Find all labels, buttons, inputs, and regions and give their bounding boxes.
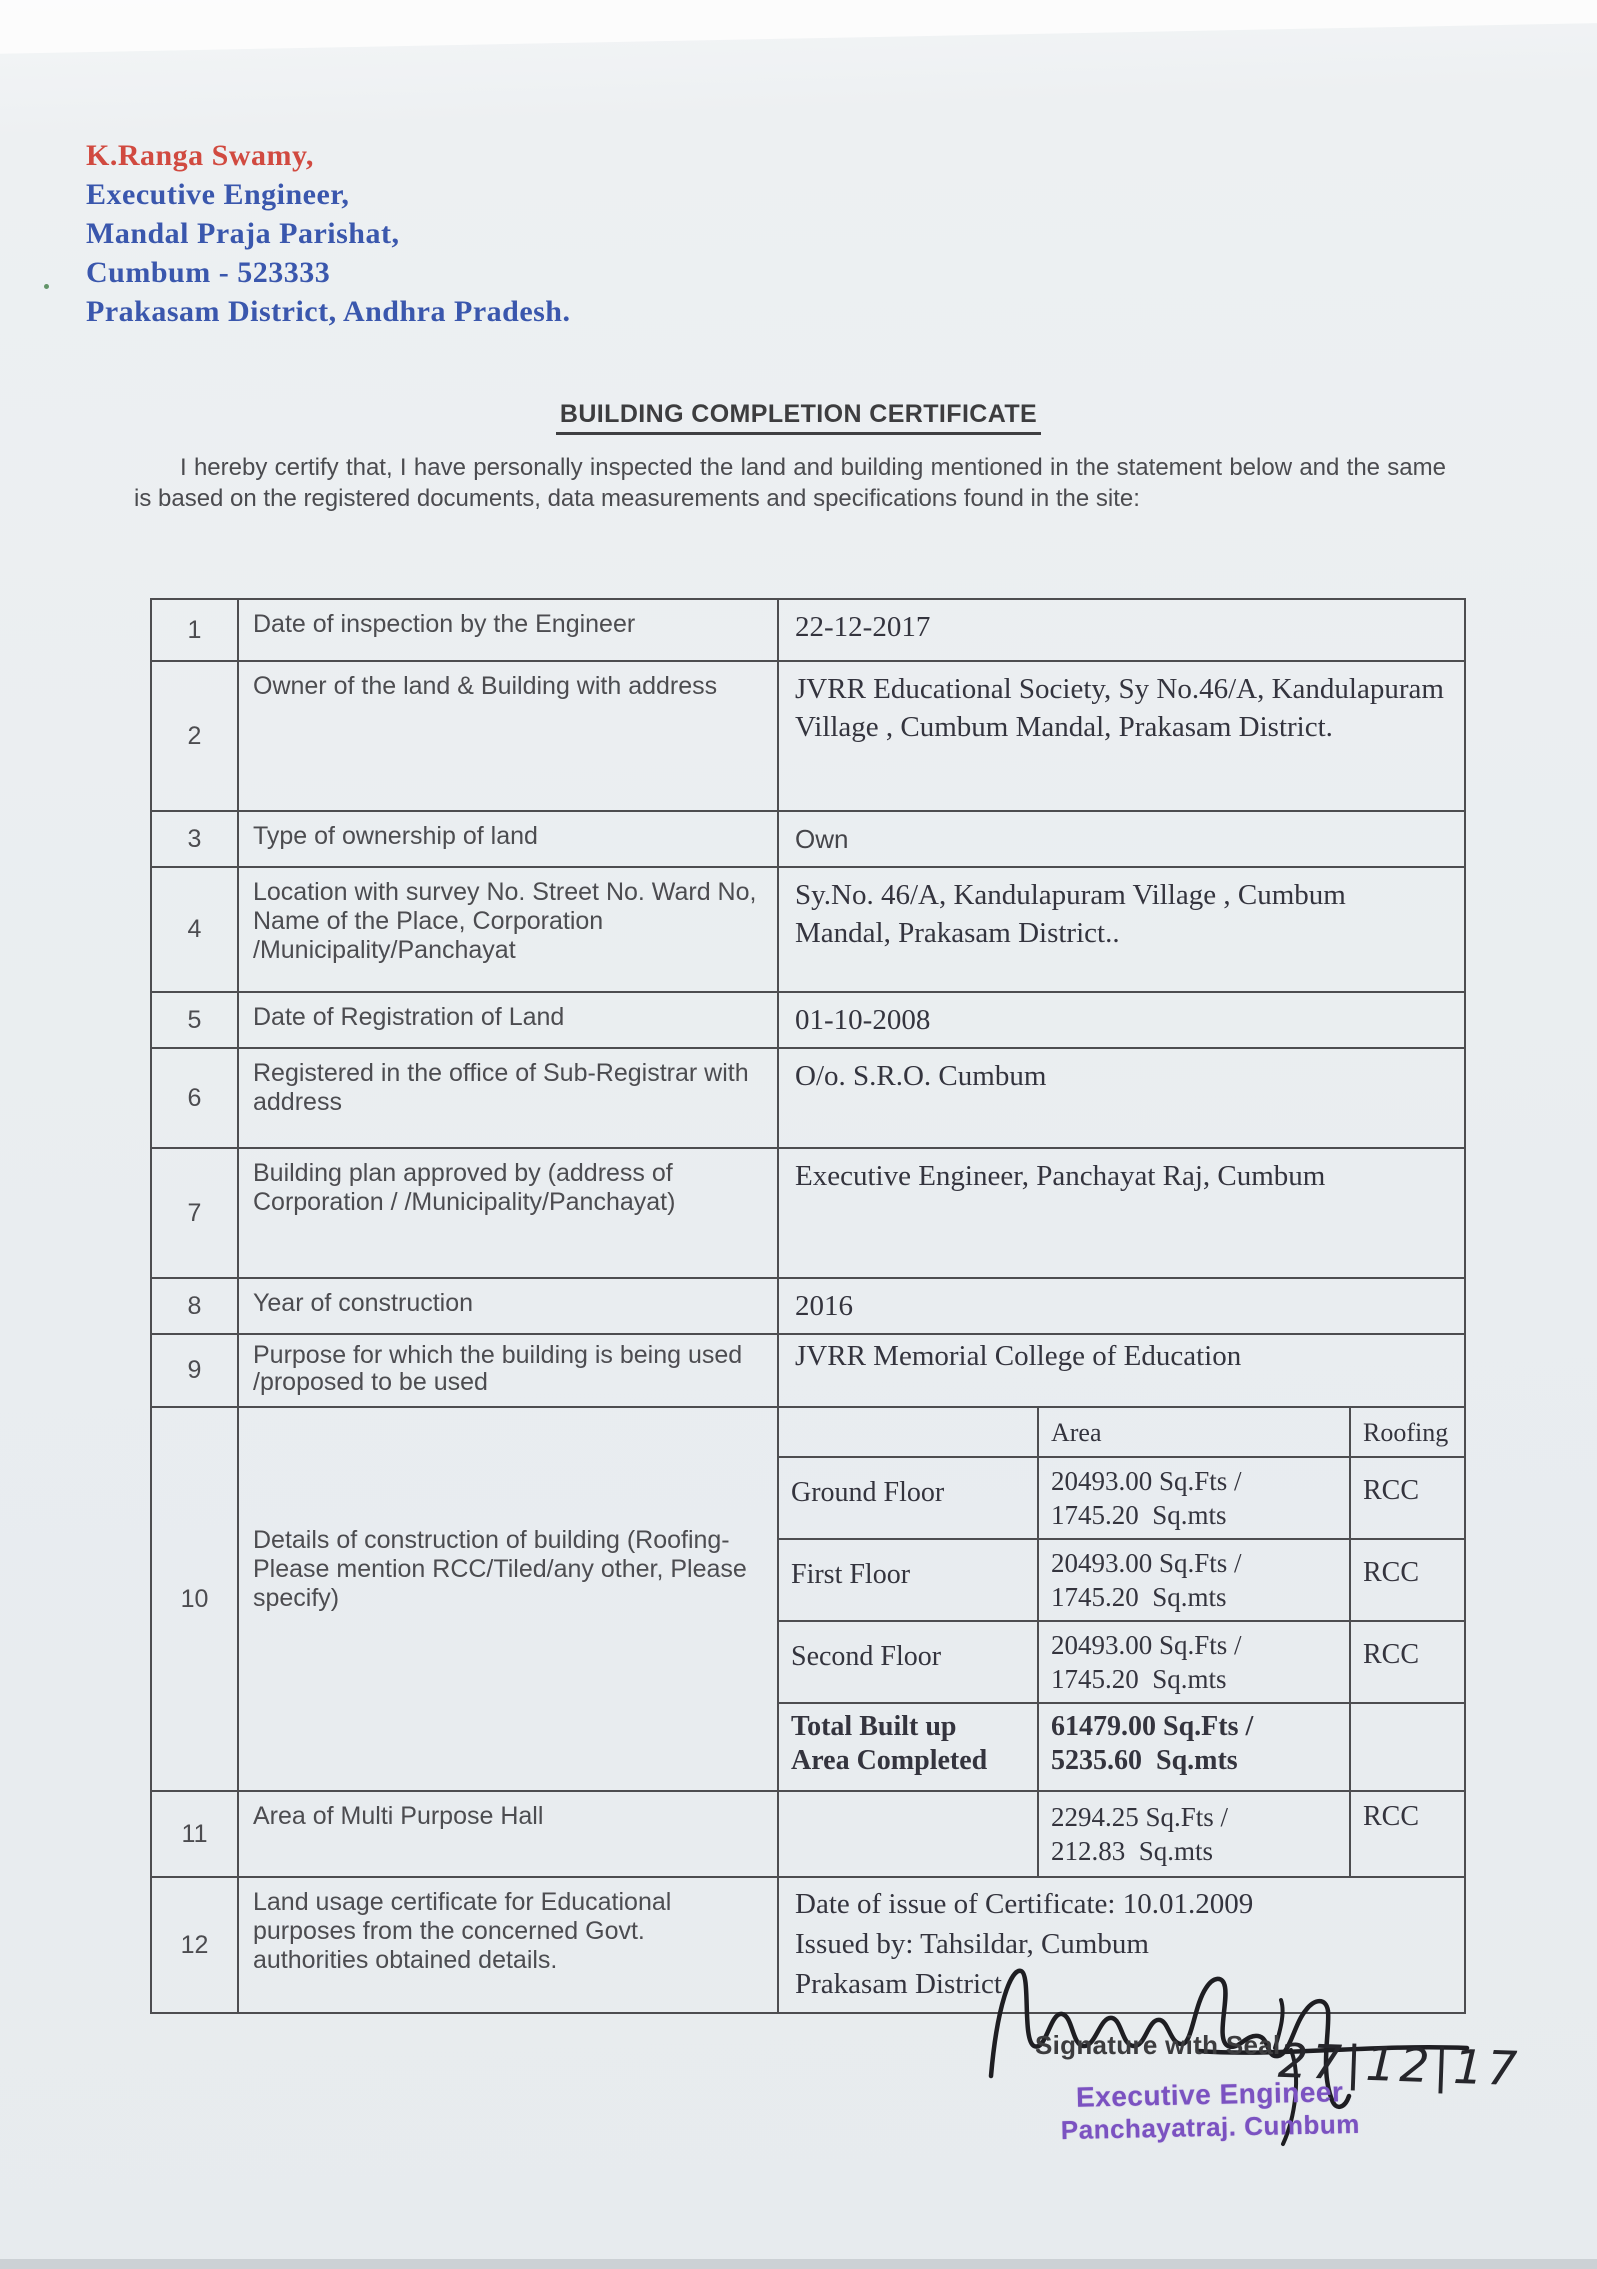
row-number: 7 [187, 1198, 202, 1227]
page-title: BUILDING COMPLETION CERTIFICATE [556, 400, 1041, 435]
row-number: 10 [180, 1584, 209, 1613]
table-row [152, 1047, 1464, 1147]
floor-row-first [779, 1538, 1464, 1620]
hall-roofing: RCC [1349, 1792, 1464, 1876]
letterhead [86, 136, 571, 331]
row-label: Land usage certificate for Educational purposes from the concerned Govt. authorities obtained details. [237, 1878, 777, 2012]
letterhead-town: Cumbum - 523333 [86, 256, 331, 289]
floor-roofing: RCC [1349, 1622, 1464, 1702]
row-number: 9 [187, 1356, 202, 1384]
row-number: 6 [187, 1083, 202, 1112]
row-label: Type of ownership of land [237, 812, 777, 866]
title-wrap [0, 400, 1597, 435]
intro-paragraph: I hereby certify that, I have personally inspected the land and building mentioned in the statement below and the same is based on the registered documents, data measurements and specifications found in the site: [134, 454, 1446, 512]
subtable-header-area: Area [1037, 1408, 1349, 1456]
row-value: JVRR Educational Society, Sy No.46/A, Kandulapuram Village , Cumbum Mandal, Prakasam District. [777, 662, 1464, 810]
row-number: 3 [187, 824, 202, 853]
certificate-issue-date: Date of issue of Certificate: 10.01.2009 [795, 1888, 1254, 1920]
table-row [152, 1147, 1464, 1277]
area-sqm: 1745.20 Sq.mts [1051, 1500, 1227, 1530]
row-label: Area of Multi Purpose Hall [237, 1792, 777, 1876]
row-value: Sy.No. 46/A, Kandulapuram Village , Cumbum Mandal, Prakasam District.. [777, 868, 1464, 991]
row-value: 01-10-2008 [777, 993, 1464, 1047]
construction-subtable [777, 1408, 1464, 1790]
row-number: 12 [180, 1930, 209, 1959]
row-value: Executive Engineer, Panchayat Raj, Cumbum [777, 1149, 1464, 1277]
floor-name: First Floor [791, 1559, 911, 1590]
table-row-construction [152, 1406, 1464, 1790]
row-number: 11 [181, 1819, 208, 1848]
row-label: Details of construction of building (Roofing-Please mention RCC/Tiled/any other, Please specify) [237, 1408, 777, 1790]
row-label: Date of Registration of Land [237, 993, 777, 1047]
letterhead-office: Mandal Praja Parishat, [86, 217, 400, 250]
row-label: Location with survey No. Street No. Ward No, Name of the Place, Corporation /Municipality/Panchayat [237, 868, 777, 991]
row-label: Purpose for which the building is being used /proposed to be used [237, 1335, 777, 1406]
floor-area [1037, 1540, 1349, 1620]
total-label-line2: Area Completed [791, 1745, 988, 1776]
row-number: 8 [187, 1291, 202, 1320]
row-number: 5 [187, 1005, 202, 1034]
certificate-table [150, 598, 1466, 2014]
office-stamp [999, 2074, 1420, 2149]
total-sqft: 61479.00 Sq.Fts / [1051, 1711, 1254, 1742]
total-label [779, 1704, 1037, 1790]
table-row [152, 991, 1464, 1047]
row-number: 1 [187, 615, 202, 644]
area-sqft: 20493.00 Sq.Fts / [1051, 1630, 1242, 1660]
certificate-issuer: Issued by: Tahsildar, Cumbum [795, 1928, 1149, 1960]
floor-roofing: RCC [1349, 1458, 1464, 1538]
hall-area [1037, 1792, 1349, 1876]
area-sqft: 20493.00 Sq.Fts / [1051, 1548, 1242, 1578]
subtable-header-row [779, 1408, 1464, 1456]
table-row [152, 600, 1464, 660]
row-label: Owner of the land & Building with address [237, 662, 777, 810]
floor-row-ground [779, 1456, 1464, 1538]
table-row [152, 866, 1464, 991]
letterhead-district: Prakasam District, Andhra Pradesh. [86, 295, 571, 328]
row-label: Date of inspection by the Engineer [237, 600, 777, 660]
total-built-up-row [779, 1702, 1464, 1790]
scan-edge-highlight [0, 0, 1597, 54]
row-value: JVRR Memorial College of Education [777, 1335, 1464, 1406]
table-row [152, 1333, 1464, 1406]
row-label: Registered in the office of Sub-Registrar with address [237, 1049, 777, 1147]
table-row [152, 660, 1464, 810]
scan-speck [44, 284, 49, 289]
row-label: Year of construction [237, 1279, 777, 1333]
table-row [152, 1277, 1464, 1333]
stamp-office: Panchayatraj. Cumbum [1060, 2108, 1361, 2146]
area-sqft: 2294.25 Sq.Fts / [1051, 1802, 1229, 1832]
certificate-district: Prakasam District. [795, 1968, 1010, 2000]
floor-roofing: RCC [1349, 1540, 1464, 1620]
table-row [152, 810, 1464, 866]
row-label: Building plan approved by (address of Corporation / /Municipality/Panchayat) [237, 1149, 777, 1277]
handwritten-date: 27|12|17 [1277, 2033, 1522, 2098]
subtable-header-empty [779, 1408, 1037, 1456]
row-number: 2 [187, 721, 202, 750]
table-row-multipurpose-hall [152, 1790, 1464, 1876]
subtable-header-roofing: Roofing [1349, 1408, 1464, 1456]
floor-area [1037, 1622, 1349, 1702]
total-label-line1: Total Built up [791, 1711, 957, 1742]
total-area [1037, 1704, 1349, 1790]
floor-name: Ground Floor [791, 1477, 945, 1508]
area-sqft: 20493.00 Sq.Fts / [1051, 1466, 1242, 1496]
row-number: 4 [187, 915, 202, 943]
row-value: 22-12-2017 [777, 600, 1464, 660]
stamp-designation: Executive Engineer [1075, 2076, 1344, 2113]
area-sqm: 212.83 Sq.mts [1051, 1836, 1214, 1866]
letterhead-name: K.Ranga Swamy, [86, 139, 314, 172]
floor-area [1037, 1458, 1349, 1538]
total-roofing-empty [1349, 1704, 1464, 1790]
row-value: Own [777, 812, 1464, 866]
hall-cells [779, 1792, 1464, 1876]
scan-edge-shadow [0, 2259, 1597, 2269]
hall-subrow [777, 1792, 1464, 1876]
hall-empty-cell [779, 1792, 1037, 1876]
area-sqm: 1745.20 Sq.mts [1051, 1664, 1227, 1694]
signature-with-seal-label: Signature with Seal [1035, 2030, 1281, 2060]
letterhead-designation: Executive Engineer, [86, 178, 350, 211]
area-sqm: 1745.20 Sq.mts [1051, 1582, 1227, 1612]
row-value: 2016 [777, 1279, 1464, 1333]
floor-row-second [779, 1620, 1464, 1702]
floor-name: Second Floor [791, 1641, 942, 1672]
total-sqm: 5235.60 Sq.mts [1051, 1745, 1238, 1776]
row-value: O/o. S.R.O. Cumbum [777, 1049, 1464, 1147]
